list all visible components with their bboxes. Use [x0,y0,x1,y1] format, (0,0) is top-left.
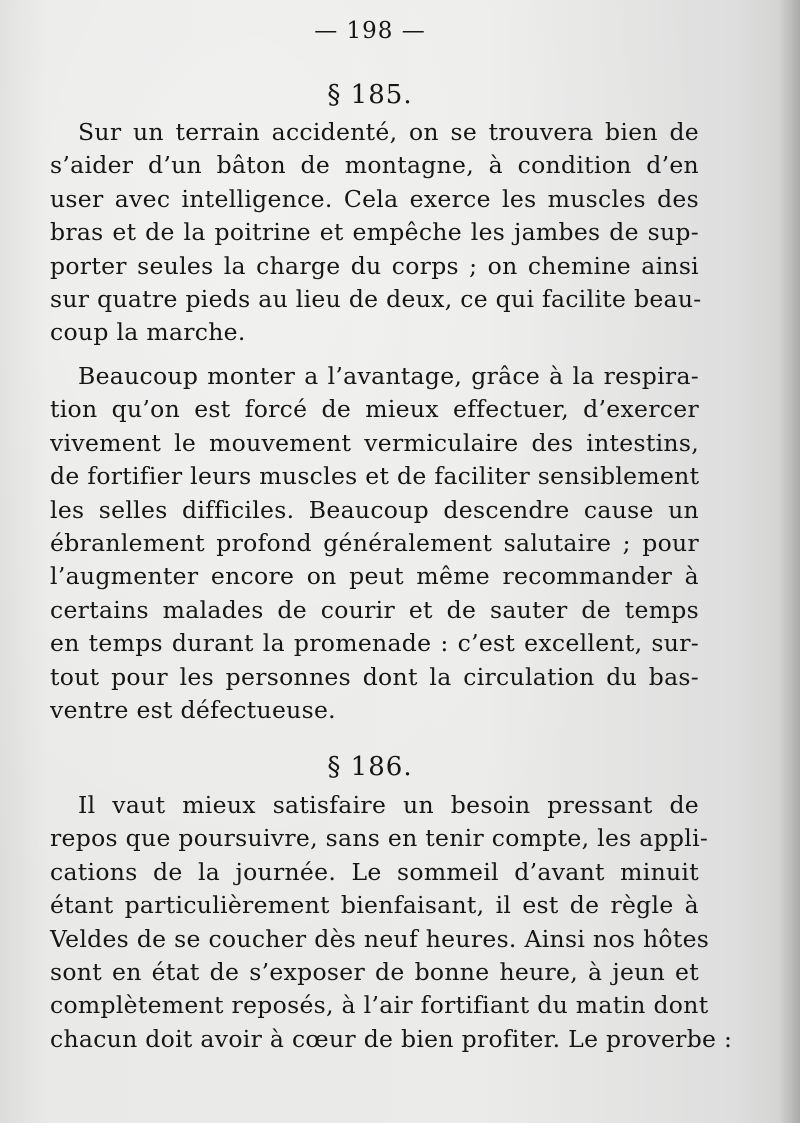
text-line: chacun doit avoir à cœur de bien profiter. Le proverbe : [50,1024,733,1053]
text-line: porter seules la charge du corps ; on chemine ainsi [50,251,699,280]
text-line: user avec intelligence. Cela exerce les muscles des [50,184,699,213]
text-line: ventre est défectueuse. [50,696,336,725]
text-line: sur quatre pieds au lieu de deux, ce qui facilite beau- [50,285,702,314]
text-line: Beaucoup monter a l’avantage, grâce à la respira- [78,362,699,390]
section-heading-185: § 185. [327,80,413,110]
paragraph-186-1 [50,789,733,1056]
text-line: coup la marche. [50,318,246,347]
text-line: étant particulièrement bienfaisant, il est de règle à [50,891,699,920]
page-spine-shadow [778,0,800,1123]
text-line: bras et de la poitrine et empêche les jambes de sup- [50,218,699,247]
text-line: vivement le mouvement vermiculaire des intestins, [50,428,699,457]
text-line: Il vaut mieux satisfaire un besoin pressant de [78,791,699,819]
text-line: tout pour les personnes dont la circulation du bas- [50,662,699,691]
text-line: Veldes de se coucher dès neuf heures. Ainsi nos hôtes [50,924,710,953]
page-number: — 198 — [314,18,426,44]
text-line: cations de la journée. Le sommeil d’avant minuit [50,857,699,886]
text-line: les selles difficiles. Beaucoup descendre cause un [50,495,699,524]
text-line: repos que poursuivre, sans en tenir compte, les appli- [50,824,709,853]
text-line: de fortifier leurs muscles et de faciliter sensiblement [50,462,700,491]
section-heading-186: § 186. [327,752,413,782]
text-line: sont en état de s’exposer de bonne heure, à jeun et [50,958,699,987]
text-line: tion qu’on est forcé de mieux effectuer, d’exercer [50,395,699,424]
paragraph-185-2 [50,360,699,727]
text-line: ébranlement profond généralement salutaire ; pour [50,529,699,558]
text-line: s’aider d’un bâton de montagne, à condition d’en [50,151,699,180]
text-line: l’augmenter encore on peut même recommander à [50,562,699,591]
text-line: en temps durant la promenade : c’est excellent, sur- [50,629,699,658]
text-line: complètement reposés, à l’air fortifiant du matin dont [50,991,709,1020]
paragraph-185-1 [50,116,702,350]
text-line: certains malades de courir et de sauter de temps [50,595,699,624]
text-line: Sur un terrain accidenté, on se trouvera bien de [78,118,699,146]
